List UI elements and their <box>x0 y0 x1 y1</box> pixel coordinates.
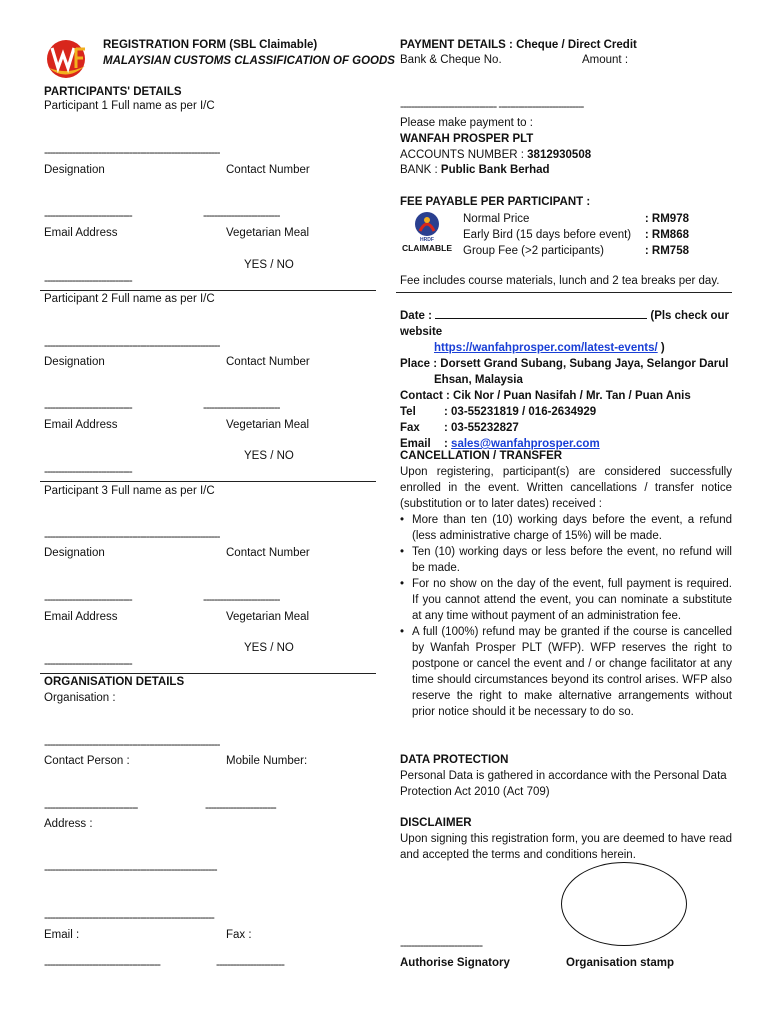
participant-2-contact-label: Contact Number <box>226 356 310 368</box>
divider <box>40 673 376 674</box>
sales-email-link[interactable]: sales@wanfahprosper.com <box>451 438 600 450</box>
contact-person-field[interactable]: --------------------------------- <box>44 802 138 814</box>
mobile-number-label: Mobile Number: <box>226 755 308 767</box>
form-title: REGISTRATION FORM (SBL Claimable) <box>103 39 318 51</box>
tel-label: Tel <box>400 406 416 418</box>
participant-3-contact-field[interactable]: --------------------------- <box>203 594 280 606</box>
fax-field[interactable]: ------------------------ <box>216 959 284 971</box>
participant-3-name-field[interactable]: -------------------------------------------------------------- <box>44 531 220 543</box>
cancellation-section <box>400 448 732 720</box>
participant-2-name-field[interactable]: -------------------------------------------------------------- <box>44 340 220 352</box>
organisation-stamp-circle[interactable] <box>561 862 687 946</box>
participant-1-name-field[interactable]: -------------------------------------------------------------- <box>44 147 220 159</box>
bank-name <box>400 164 550 176</box>
date-close: ) <box>660 342 665 354</box>
contact-person-label: Contact Person : <box>44 755 130 767</box>
bank-label: BANK : <box>400 164 438 176</box>
place-label: Place : <box>400 358 438 370</box>
data-protection-text: Personal Data is gathered in accordance with the Personal Data Protection Act 2010 (Act 709) <box>400 770 727 798</box>
fee-row <box>463 227 689 243</box>
hrdf-claimable-badge <box>401 211 453 261</box>
disclaimer-heading: DISCLAIMER <box>400 817 472 829</box>
list-item: • A full (100%) refund may be granted if the course is cancelled by Wanfah Prosper PLT (WFP). WFP reserves the right to postpone or cancel the event and / or change facilitator at any time should circumstances beyond its control arises. WFP also reserve the right to make alternative arrangements without prior notice should it be necessary to do so. <box>412 624 732 720</box>
address-label: Address : <box>44 818 93 830</box>
participant-1-vegetarian-label: Vegetarian Meal <box>226 227 310 239</box>
organisation-label: Organisation : <box>44 692 116 704</box>
event-details <box>400 306 732 452</box>
fee-note: Fee includes course materials, lunch and 2 tea breaks per day. <box>400 275 720 287</box>
participant-3-contact-label: Contact Number <box>226 547 310 559</box>
participant-2-designation-label: Designation <box>44 356 105 368</box>
fee-row <box>463 243 689 259</box>
fee-label: Group Fee (>2 participants) <box>463 245 604 257</box>
participant-2-contact-field[interactable]: --------------------------- <box>203 402 280 414</box>
participant-2-email-field[interactable]: ------------------------------- <box>44 466 132 478</box>
form-subtitle: MALAYSIAN CUSTOMS CLASSIFICATION OF GOODS <box>103 55 395 67</box>
divider <box>40 481 376 482</box>
fax-label: Fax : <box>226 929 252 941</box>
participant-1-email-field[interactable]: ------------------------------- <box>44 275 132 287</box>
participant-2-yes-no[interactable]: YES / NO <box>244 450 294 462</box>
participant-1-name-label: Participant 1 Full name as per I/C <box>44 100 215 112</box>
fax-value: : 03-55232827 <box>444 422 519 434</box>
participant-3-yes-no[interactable]: YES / NO <box>244 642 294 654</box>
email-label: Email : <box>44 929 80 941</box>
divider <box>40 290 376 291</box>
participant-3-vegetarian-label: Vegetarian Meal <box>226 611 310 623</box>
data-protection-section <box>400 752 732 800</box>
participant-2-designation-field[interactable]: ------------------------------- <box>44 402 132 414</box>
fee-price: : RM978 <box>644 213 689 225</box>
company-logo <box>42 38 92 80</box>
bank-cheque-field[interactable]: ---------------------------------- ------------------------------ <box>400 101 584 113</box>
participant-1-contact-field[interactable]: --------------------------- <box>203 210 280 222</box>
disclaimer-section <box>400 815 732 863</box>
amount-label: Amount : <box>582 54 629 66</box>
signature-field[interactable]: ----------------------------- <box>400 940 483 952</box>
participant-3-email-field[interactable]: ------------------------------- <box>44 658 132 670</box>
claimable-label: CLAIMABLE <box>401 243 453 253</box>
hrdf-label: HRDF <box>420 237 434 243</box>
organisation-heading: ORGANISATION DETAILS <box>44 676 185 688</box>
participants-heading: PARTICIPANTS' DETAILS <box>44 86 182 98</box>
fee-price: : RM868 <box>644 229 689 241</box>
payee-name: WANFAH PROSPER PLT <box>400 133 534 145</box>
participant-2-email-label: Email Address <box>44 419 118 431</box>
date-field[interactable] <box>435 306 647 319</box>
contact-names: Cik Nor / Puan Nasifah / Mr. Tan / Puan Anis <box>453 390 691 402</box>
event-place <box>400 356 732 372</box>
fee-table <box>463 211 689 259</box>
address-field-line-2[interactable]: ------------------------------------------------------------ <box>44 912 214 924</box>
account-number-value: 3812930508 <box>527 149 592 161</box>
contact-label: Contact : <box>400 390 450 402</box>
fee-label: Early Bird (15 days before event) <box>463 229 632 241</box>
fee-row <box>463 211 689 227</box>
fee-label: Normal Price <box>463 213 530 225</box>
divider <box>396 292 732 293</box>
list-item: • More than ten (10) working days before the event, a refund (less administrative charge of 15%) will be made. <box>412 512 732 544</box>
organisation-stamp-label: Organisation stamp <box>566 957 674 969</box>
payment-heading: PAYMENT DETAILS : Cheque / Direct Credit <box>400 39 637 51</box>
event-tel <box>400 404 732 420</box>
email-colon: : <box>444 438 448 450</box>
participant-1-email-label: Email Address <box>44 227 118 239</box>
date-label: Date : <box>400 310 432 322</box>
date-hint: (Pls check our website <box>400 310 729 338</box>
event-contact <box>400 388 732 404</box>
place-line-1: Dorsett Grand Subang, Subang Jaya, Selangor Darul <box>440 358 729 370</box>
event-fax <box>400 420 732 436</box>
data-protection-heading: DATA PROTECTION <box>400 754 509 766</box>
make-payment-label: Please make payment to : <box>400 117 533 129</box>
events-website-link[interactable]: https://wanfahprosper.com/latest-events/ <box>434 342 658 354</box>
list-item: • For no show on the day of the event, full payment is required. If you cannot attend the event, you can nominate a substitute at any time without payment of an administration fee. <box>412 576 732 624</box>
participant-3-email-label: Email Address <box>44 611 118 623</box>
account-number <box>400 149 591 161</box>
participant-2-name-label: Participant 2 Full name as per I/C <box>44 293 215 305</box>
list-item: • Ten (10) working days or less before the event, no refund will be made. <box>412 544 732 576</box>
account-number-label: ACCOUNTS NUMBER : <box>400 149 524 161</box>
tel-value: : 03-55231819 / 016-2634929 <box>444 406 597 418</box>
participant-1-contact-label: Contact Number <box>226 164 310 176</box>
authorise-signatory-label: Authorise Signatory <box>400 957 510 969</box>
cancellation-list <box>400 512 732 720</box>
participant-1-designation-label: Designation <box>44 164 105 176</box>
cancellation-intro: Upon registering, participant(s) are considered successfully enrolled in the event. Written cancellations / transfer notice (substitution or to later dates) received : <box>400 466 732 510</box>
participant-2-vegetarian-label: Vegetarian Meal <box>226 419 310 431</box>
participant-1-designation-field[interactable]: ------------------------------- <box>44 210 132 222</box>
fax-label: Fax <box>400 422 420 434</box>
fee-heading: FEE PAYABLE PER PARTICIPANT : <box>400 196 591 208</box>
event-date <box>400 306 732 340</box>
participant-3-designation-label: Designation <box>44 547 105 559</box>
fee-price: : RM758 <box>644 245 689 257</box>
participant-1-yes-no[interactable]: YES / NO <box>244 259 294 271</box>
email-label: Email <box>400 438 431 450</box>
place-line-2: Ehsan, Malaysia <box>434 374 523 386</box>
participant-3-designation-field[interactable]: ------------------------------- <box>44 594 132 606</box>
participant-3-name-label: Participant 3 Full name as per I/C <box>44 485 215 497</box>
disclaimer-text: Upon signing this registration form, you are deemed to have read and accepted the terms and conditions herein. <box>400 833 732 861</box>
email-field[interactable]: ----------------------------------------- <box>44 959 161 971</box>
event-website-line <box>400 340 732 356</box>
address-field-line-1[interactable]: ------------------------------------------------------------- <box>44 864 217 876</box>
bank-name-value: Public Bank Berhad <box>440 164 550 176</box>
cancellation-heading: CANCELLATION / TRANSFER <box>400 450 563 462</box>
organisation-field[interactable]: -------------------------------------------------------------- <box>44 739 220 751</box>
bank-cheque-label: Bank & Cheque No. <box>400 54 502 66</box>
mobile-number-field[interactable]: ------------------------- <box>205 802 276 814</box>
